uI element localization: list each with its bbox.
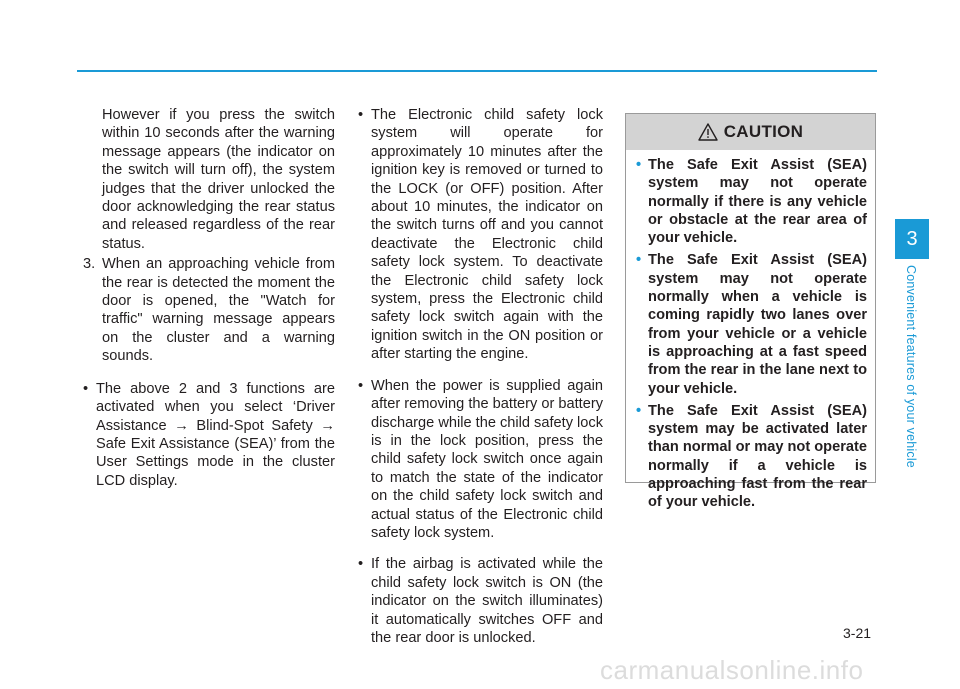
bullet-item — [358, 555, 603, 647]
caution-box — [625, 113, 876, 511]
bullet-text: The above 2 and 3 functions are activated when you select ‘Driver Assistance → Blind-Spot Safety → Safe Exit Assistance (SEA)’ from the User Settings mode in the cluster LCD display. — [96, 380, 335, 489]
caution-body — [626, 150, 875, 512]
header-rule — [77, 70, 877, 72]
bullet-item — [358, 377, 603, 543]
watermark: carmanualsonline.info — [600, 655, 864, 685]
bullet-item — [83, 380, 335, 490]
warning-triangle-icon — [698, 123, 718, 141]
section-title: Convenient features of your vehicle — [904, 265, 918, 468]
bullet-glyph: • — [358, 556, 364, 573]
caution-bullet — [636, 251, 867, 397]
left-column — [83, 106, 335, 490]
chapter-tab: 3 — [895, 219, 929, 259]
caution-text: The Safe Exit Assist (SEA) system may be activated later than normal or may not operate normally if a vehicle is approaching fast from the rear of your vehicle. — [648, 402, 867, 511]
bullet-item — [358, 106, 603, 364]
middle-column — [358, 106, 603, 647]
caution-title: CAUTION — [723, 122, 804, 141]
bullet-glyph: • — [358, 377, 364, 394]
bullet-glyph: • — [83, 380, 89, 397]
item-number: 3. — [83, 256, 96, 273]
bullet-text: If the airbag is activated while the child safety lock switch is ON (the indicator on the switch illuminates) it automatically switches OFF and the rear door is unlocked. — [371, 556, 603, 646]
bullet-text: The Electronic child safety lock system will operate for approximately 10 minutes after the ignition key is removed or turned to the LOCK (or OFF) position. After about 10 minutes, the indicator on the switch turns off and you cannot deactivate the Electronic child safety lock system. To deactivate the Electronic child safety lock system, press the Electronic child safety lock switch again with the ignition switch in the ON position or after starting the engine. — [371, 107, 603, 363]
caution-bullet — [636, 402, 867, 512]
bullet-glyph: • — [358, 107, 364, 123]
continuation-paragraph: However if you press the switch within 10 seconds after the warning message appears (the indicator on the switch will turn off), the system judges that the driver unlocked the door acknowledging the rear status and released regardless of the rear status. — [102, 107, 335, 252]
bullet-glyph: • — [636, 157, 642, 173]
bullet-glyph: • — [636, 402, 642, 419]
bullet-glyph: • — [636, 252, 642, 269]
item-text: When an approaching vehicle from the rear is detected the moment the door is opened, the "Watch for traffic" warning message appears on the cluster and a warning sounds. — [102, 256, 335, 365]
caution-text: The Safe Exit Assist (SEA) system may not operate normally if there is any vehicle or obstacle at the rear area of your vehicle. — [648, 157, 867, 247]
caution-bullet — [636, 156, 867, 247]
page-number: 3-21 — [843, 625, 872, 641]
caution-text: The Safe Exit Assist (SEA) system may not operate normally when a vehicle is coming rapidly two lanes over from your vehicle or a vehicle is approaching at a fast speed from the rear in the lane next to your vehicle. — [648, 252, 867, 397]
caution-header — [626, 114, 875, 150]
bullet-text: When the power is supplied again after removing the battery or battery discharge while the child safety lock is in the lock position, press the child safety lock switch once again to match the state of the indicator on the child safety lock switch and actual status of the Electronic child safety lock system. — [371, 377, 603, 541]
numbered-item-3 — [83, 255, 335, 365]
